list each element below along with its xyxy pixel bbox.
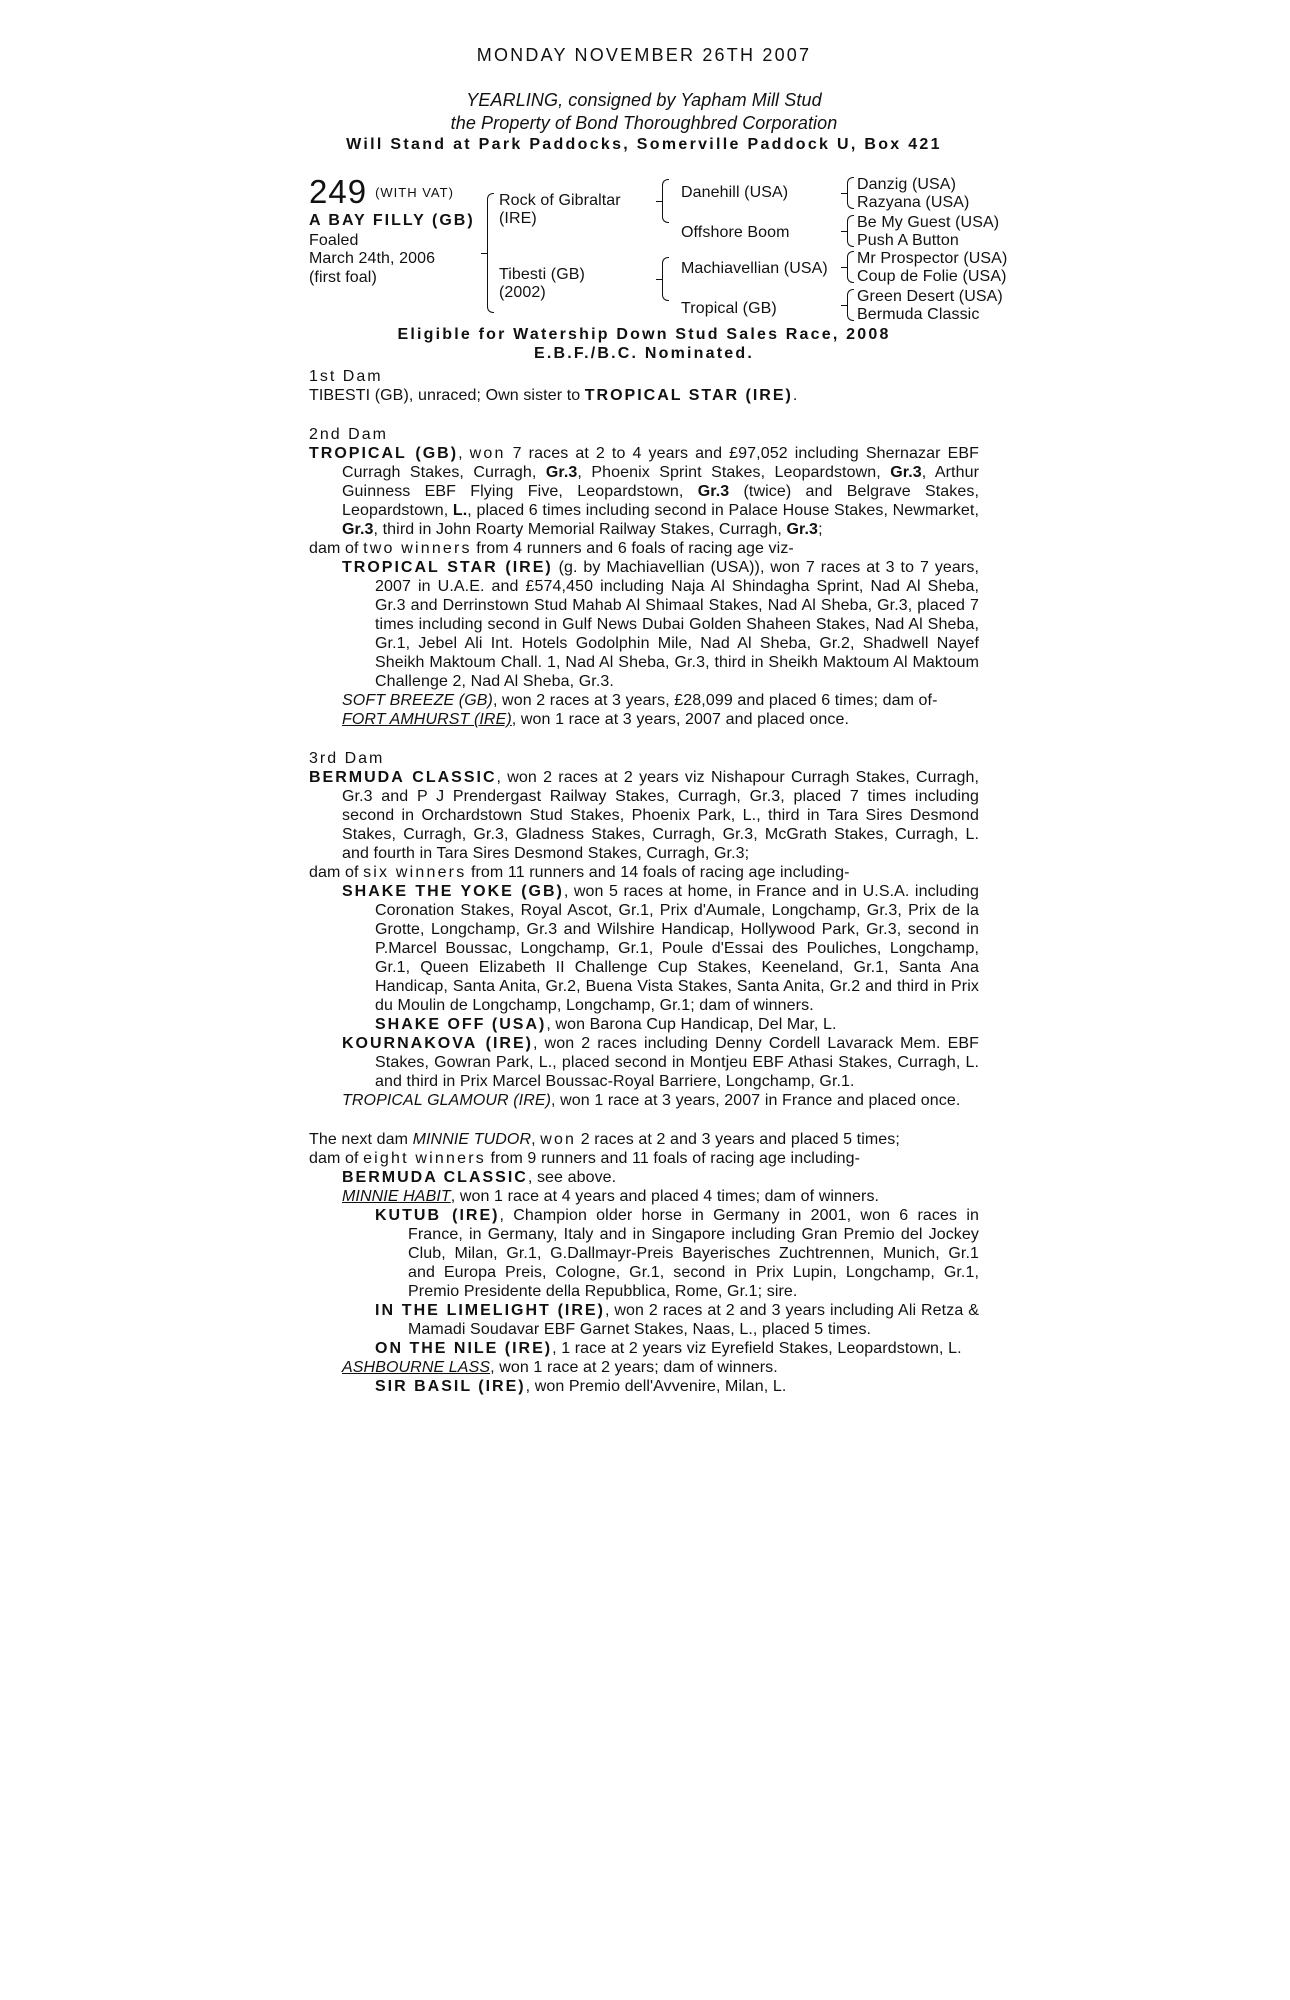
tropical-star-record: TROPICAL STAR (IRE) (g. by Machiavellian (USA)), won 7 races at 3 to 7 years, 2007 in U.A.E. and £574,450 including Naja Al Shindagha Sprint, Nad Al Sheba, Gr.3 and Derrinstown Stud Mahab Al Shimaal Stakes, Nad Al Sheba, Gr.3, placed 7 times including second in Gulf News Dubai Golden Shaheen Stakes, Nad Al Sheba, Gr.1, Jebel Ali Int. Hotels Godolphin Mile, Nad Al Sheba, Gr.2, Shadwell Nayef Sheikh Maktoum Chall. 1, Nad Al Sheba, Gr.3, third in Sheikh Maktoum Al Maktoum Challenge 2, Nad Al Sheba, Gr.3. bbox=[342, 559, 979, 690]
sale-date: MONDAY NOVEMBER 26TH 2007 bbox=[476, 45, 812, 65]
second-dam-heading: 2nd Dam bbox=[309, 426, 388, 443]
third-dam-produce: dam of six winners from 11 runners and 14 foals of racing age including- bbox=[309, 864, 850, 881]
pedigree-table bbox=[309, 173, 1008, 325]
dam: Tibesti (GB) bbox=[499, 266, 585, 283]
pedigree-brace bbox=[662, 179, 669, 223]
lot-number: 249 bbox=[309, 173, 368, 210]
next-dam-record: The next dam MINNIE TUDOR, won 2 races at 2 and 3 years and placed 5 times; bbox=[309, 1131, 900, 1148]
foaled-date: March 24th, 2006 bbox=[309, 250, 436, 267]
consignor-line: YEARLING, consigned by Yapham Mill Stud bbox=[466, 90, 822, 110]
lot-number-line bbox=[309, 175, 454, 209]
shake-off-record: SHAKE OFF (USA), won Barona Cup Handicap, Del Mar, L. bbox=[375, 1016, 837, 1033]
kournakova-record: KOURNAKOVA (IRE), won 2 races including Denny Cordell Lavarack Mem. EBF Stakes, Gowran Park, L., placed second in Montjeu EBF Athasi Stakes, Curragh, L. and third in Prix Marcel Boussac-Royal Barriere, Longchamp, Gr.1. bbox=[342, 1035, 979, 1090]
gen3-dss: Mr Prospector (USA) bbox=[857, 250, 1008, 267]
gen3-ssd: Razyana (USA) bbox=[857, 194, 970, 211]
pedigree-brace bbox=[847, 215, 854, 247]
shake-the-yoke-record: SHAKE THE YOKE (GB), won 5 races at home, in France and in U.S.A. including Coronation Stakes, Royal Ascot, Gr.1, Prix d'Aumale, Longchamp, Gr.3, Prix de la Grotte, Longchamp, Gr.3 and Wilshire Handicap, Hollywood Park, Gr.3, second in P.Marcel Boussac, Longchamp, Gr.1, Poule d'Essai des Pouliches, Longchamp, Gr.1, Queen Elizabeth II Challenge Cup Stakes, Keeneland, Gr.1, Santa Ana Handicap, Santa Anita, Gr.2, Buena Vista Stakes, Santa Anita, Gr.2 and third in Prix du Moulin de Longchamp, Longchamp, Gr.1; dam of winners. bbox=[342, 883, 979, 1014]
nomination-line: E.B.F./B.C. Nominated. bbox=[534, 345, 754, 362]
third-dam-record: BERMUDA CLASSIC, won 2 races at 2 years viz Nishapour Curragh Stakes, Curragh, Gr.3 and P J Prendergast Railway Stakes, Curragh, Gr.3, placed 7 times including second in Orchardstown Stud Stakes, Phoenix Park, L., third in Tara Sires Desmond Stakes, Curragh, Gr.3, Gladness Stakes, Curragh, Gr.3, McGrath Stakes, Curragh, L. and fourth in Tara Sires Desmond Stakes, Curragh, Gr.3; bbox=[309, 769, 979, 862]
third-dam-heading: 3rd Dam bbox=[309, 750, 385, 767]
sire-country: (IRE) bbox=[499, 210, 537, 227]
gen3-sss: Danzig (USA) bbox=[857, 176, 957, 193]
gen3-dsd: Coup de Folie (USA) bbox=[857, 268, 1007, 285]
first-dam-sister: TROPICAL STAR (IRE) bbox=[584, 387, 793, 404]
on-the-nile-record: ON THE NILE (IRE), 1 race at 2 years viz Eyrefield Stakes, Leopardstown, L. bbox=[375, 1340, 962, 1357]
soft-breeze-record: SOFT BREEZE (GB), won 2 races at 3 years, £28,099 and placed 6 times; dam of- bbox=[342, 692, 938, 709]
second-dam-produce: dam of two winners from 4 runners and 6 foals of racing age viz- bbox=[309, 540, 794, 557]
dam-sire: Machiavellian (USA) bbox=[681, 260, 828, 277]
dam-dam: Tropical (GB) bbox=[681, 300, 777, 317]
foal-note: (first foal) bbox=[309, 269, 377, 286]
ashbourne-lass-record: ASHBOURNE LASS, won 1 race at 2 years; dam of winners. bbox=[342, 1359, 778, 1376]
stand-location: Will Stand at Park Paddocks, Somerville Paddock U, Box 421 bbox=[346, 136, 942, 153]
sire-sire: Danehill (USA) bbox=[681, 184, 789, 201]
pedigree-brace bbox=[662, 257, 669, 301]
gen3-sdd: Push A Button bbox=[857, 232, 959, 249]
eligibility-line: Eligible for Watership Down Stud Sales Race, 2008 bbox=[397, 326, 891, 343]
pedigree-brace bbox=[847, 251, 854, 283]
pedigree-brace bbox=[847, 289, 854, 321]
second-dam-record: TROPICAL (GB), won 7 races at 2 to 4 years and £97,052 including Shernazar EBF Curragh Stakes, Curragh, Gr.3, Phoenix Sprint Stakes, Leopardstown, Gr.3, Arthur Guinness EBF Flying Five, Leopardstown, Gr.3 (twice) and Belgrave Stakes, Leopardstown, L., placed 6 times including second in Palace House Stakes, Newmarket, Gr.3, third in John Roarty Memorial Railway Stakes, Curragh, Gr.3; bbox=[309, 445, 980, 538]
kutub-record: KUTUB (IRE), Champion older horse in Germany in 2001, won 6 races in France, in Germany, Italy and in Singapore including Gran Premio del Jockey Club, Milan, Gr.1, G.Dallmayr-Preis Bayerisches Zuchtrennen, Munich, Gr.1 and Europa Preis, Cologne, Gr.1, second in Prix Lupin, Longchamp, Gr.1, Premio Presidente della Repubblica, Rome, Gr.1; sire. bbox=[375, 1207, 980, 1300]
first-dam-heading: 1st Dam bbox=[309, 368, 383, 385]
next-dam-produce: dam of eight winners from 9 runners and 11 foals of racing age including- bbox=[309, 1150, 861, 1167]
in-the-limelight-record: IN THE LIMELIGHT (IRE), won 2 races at 2 and 3 years including Ali Retza & Mamadi Soudavar EBF Garnet Stakes, Naas, L., placed 5 times. bbox=[375, 1302, 979, 1338]
gen3-sds: Be My Guest (USA) bbox=[857, 214, 1000, 231]
gen3-ddd: Bermuda Classic bbox=[857, 306, 980, 323]
foaled-label: Foaled bbox=[309, 232, 359, 249]
sir-basil-record: SIR BASIL (IRE), won Premio dell'Avvenire, Milan, L. bbox=[375, 1378, 787, 1395]
first-dam-text: TIBESTI (GB), unraced; Own sister to TROPICAL STAR (IRE). bbox=[309, 387, 798, 404]
sire-dam: Offshore Boom bbox=[681, 224, 790, 241]
fort-amhurst-record: FORT AMHURST (IRE), won 1 race at 3 years, 2007 and placed once. bbox=[342, 711, 850, 728]
pedigree-brace bbox=[847, 177, 854, 209]
gen3-dds: Green Desert (USA) bbox=[857, 288, 1003, 305]
minnie-habit-record: MINNIE HABIT, won 1 race at 4 years and placed 4 times; dam of winners. bbox=[342, 1188, 880, 1205]
dam-year: (2002) bbox=[499, 284, 546, 301]
horse-name: A BAY FILLY (GB) bbox=[309, 212, 475, 229]
sire: Rock of Gibraltar bbox=[499, 192, 621, 209]
bermuda-classic-ref: BERMUDA CLASSIC, see above. bbox=[342, 1169, 617, 1186]
catalogue-page bbox=[309, 45, 1008, 1396]
vat-note: (WITH VAT) bbox=[375, 185, 454, 200]
property-line: the Property of Bond Thoroughbred Corporation bbox=[450, 113, 838, 133]
pedigree-brace bbox=[487, 193, 494, 313]
tropical-glamour-record: TROPICAL GLAMOUR (IRE), won 1 race at 3 years, 2007 in France and placed once. bbox=[342, 1092, 961, 1109]
